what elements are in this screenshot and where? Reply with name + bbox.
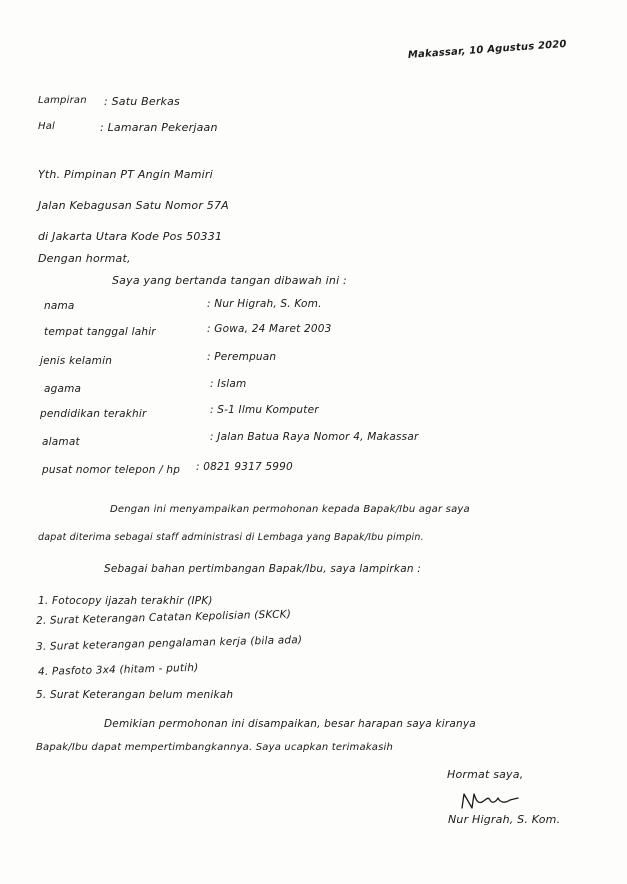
closing-line-1: Demikian permohonan ini disampaikan, besar harapan saya kiranya <box>104 718 476 730</box>
detail-label-education: pendidikan terakhir <box>40 408 147 420</box>
lampiran-value: : Satu Berkas <box>104 95 180 108</box>
greeting: Dengan hormat, <box>38 252 131 265</box>
intro-line: Saya yang bertanda tangan dibawah ini : <box>112 274 347 287</box>
detail-label-ttl: tempat tanggal lahir <box>44 326 156 338</box>
detail-value-nama: : Nur Higrah, S. Kom. <box>207 298 322 310</box>
attachment-item-4: 4. Pasfoto 3x4 (hitam - putih) <box>37 661 199 678</box>
detail-value-address: : Jalan Batua Raya Nomor 4, Makassar <box>210 431 419 443</box>
detail-value-gender: : Perempuan <box>207 351 277 363</box>
recipient-line-1: Yth. Pimpinan PT Angin Mamiri <box>38 168 213 181</box>
hal-value: : Lamaran Pekerjaan <box>100 121 218 134</box>
closing-line-2: Bapak/Ibu dapat mempertimbangkannya. Saya ucapkan terimakasih <box>36 742 394 753</box>
hal-label: Hal <box>38 121 56 132</box>
detail-label-gender: jenis kelamin <box>40 355 113 367</box>
detail-label-address: alamat <box>42 436 80 448</box>
detail-label-agama: agama <box>44 383 82 395</box>
detail-label-phone: pusat nomor telepon / hp <box>42 464 181 476</box>
lampiran-label: Lampiran <box>38 95 87 106</box>
attachment-item-5: 5. Surat Keterangan belum menikah <box>36 689 234 701</box>
detail-value-education: : S-1 Ilmu Komputer <box>210 404 319 416</box>
paragraph-1-line-1: Dengan ini menyampaikan permohonan kepada Bapak/Ibu agar saya <box>110 504 470 515</box>
sign-off: Hormat saya, <box>447 768 524 781</box>
attachment-item-3: 3. Surat keterangan pengalaman kerja (bila ada) <box>35 634 303 653</box>
detail-value-ttl: : Gowa, 24 Maret 2003 <box>207 323 332 335</box>
detail-label-nama: nama <box>44 300 75 312</box>
place-date: Makassar, 10 Agustus 2020 <box>407 38 568 61</box>
attachment-item-1: 1. Fotocopy ijazah terakhir (IPK) <box>38 595 213 607</box>
paragraph-2: Sebagai bahan pertimbangan Bapak/Ibu, saya lampirkan : <box>104 563 421 575</box>
attachment-item-2: 2. Surat Keterangan Catatan Kepolisian (SKCK) <box>35 608 292 627</box>
recipient-line-2: Jalan Kebagusan Satu Nomor 57A <box>38 199 229 212</box>
paragraph-1-line-2: dapat diterima sebagai staff administrasi di Lembaga yang Bapak/Ibu pimpin. <box>38 532 424 543</box>
detail-value-agama: : Islam <box>210 378 247 390</box>
signature-scribble <box>458 788 528 816</box>
recipient-line-3: di Jakarta Utara Kode Pos 50331 <box>38 230 223 243</box>
detail-value-phone: : 0821 9317 5990 <box>196 461 293 473</box>
signer-name: Nur Higrah, S. Kom. <box>448 813 561 826</box>
